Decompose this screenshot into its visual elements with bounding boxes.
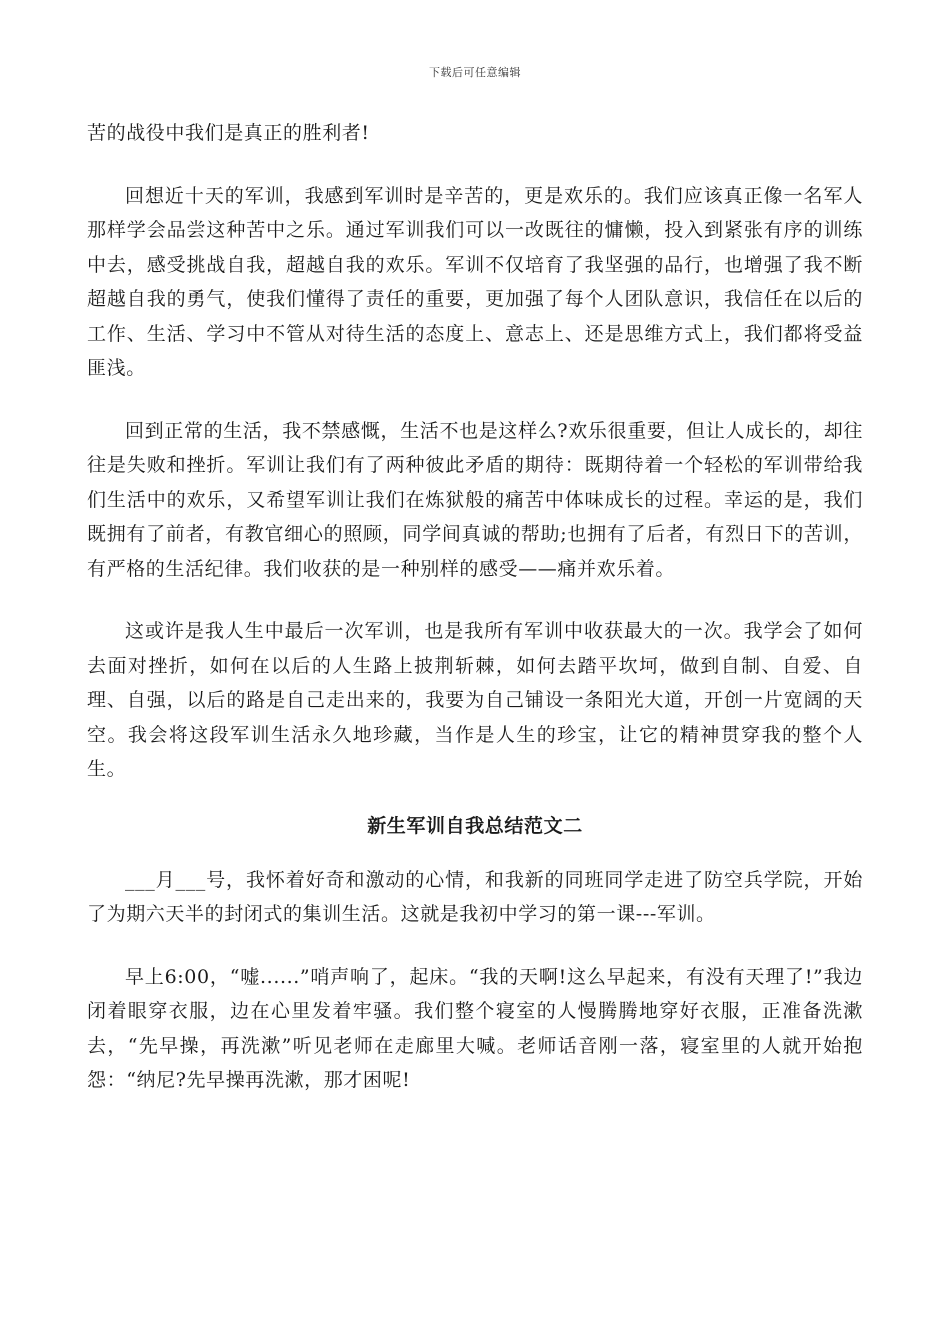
section-title: 新生军训自我总结范文二 xyxy=(367,814,583,837)
paragraph: 这或许是我人生中最后一次军训，也是我所有军训中收获最大的一次。我学会了如何去面对挫折，如何在以后的人生路上披荆斩棘，如何去踏平坎坷，做到自制、自爱、自理、自强，以后的路是自己走出来的，我要为自己铺设一条阳光大道，开创一片宽阔的天空。我会将这段军训生活永久地珍藏，当作是人生的珍宝，让它的精神贯穿我的整个人生。 xyxy=(87,620,863,780)
document-body xyxy=(87,116,863,1098)
paragraph: 回到正常的生活，我不禁感慨，生活不也是这样么?欢乐很重要，但让人成长的，却往往是失败和挫折。军训让我们有了两种彼此矛盾的期待：既期待着一个轻松的军训带给我们生活中的欢乐，又希望军训让我们在炼狱般的痛苦中体味成长的过程。幸运的是，我们既拥有了前者，有教官细心的照顾，同学间真诚的帮助;也拥有了后者，有烈日下的苦训，有严格的生活纪律。我们收获的是一种别样的感受——痛并欢乐着。 xyxy=(87,419,863,580)
paragraph: ___月___号，我怀着好奇和激动的心情，和我新的同班同学走进了防空兵学院，开始了为期六天半的封闭式的集训生活。这就是我初中学习的第一课---军训。 xyxy=(87,868,863,925)
page-header: 下载后可任意编辑 xyxy=(429,66,521,79)
paragraph: 早上6:00，“嘘......”哨声响了，起床。“我的天啊!这么早起来，有没有天理了!”我边闭着眼穿衣服，边在心里发着牢骚。我们整个寝室的人慢腾腾地穿好衣服，正准备洗漱去，“先早操，再洗漱”听见老师在走廊里大喊。老师话音刚一落，寝室里的人就开始抱怨：“纳尼?先早操再洗漱，那才困呢! xyxy=(87,965,863,1091)
paragraph-continuation: 苦的战役中我们是真正的胜利者! xyxy=(87,122,370,144)
paragraph: 回想近十天的军训，我感到军训时是辛苦的，更是欢乐的。我们应该真正像一名军人那样学会品尝这种苦中之乐。通过军训我们可以一改既往的慵懒，投入到紧张有序的训练中去，感受挑战自我，超越自我的欢乐。军训不仅培育了我坚强的品行，也增强了我不断超越自我的勇气，使我们懂得了责任的重要，更加强了每个人团队意识，我信任在以后的工作、生活、学习中不管从对待生活的态度上、意志上、还是思维方式上，我们都将受益匪浅。 xyxy=(87,184,863,379)
